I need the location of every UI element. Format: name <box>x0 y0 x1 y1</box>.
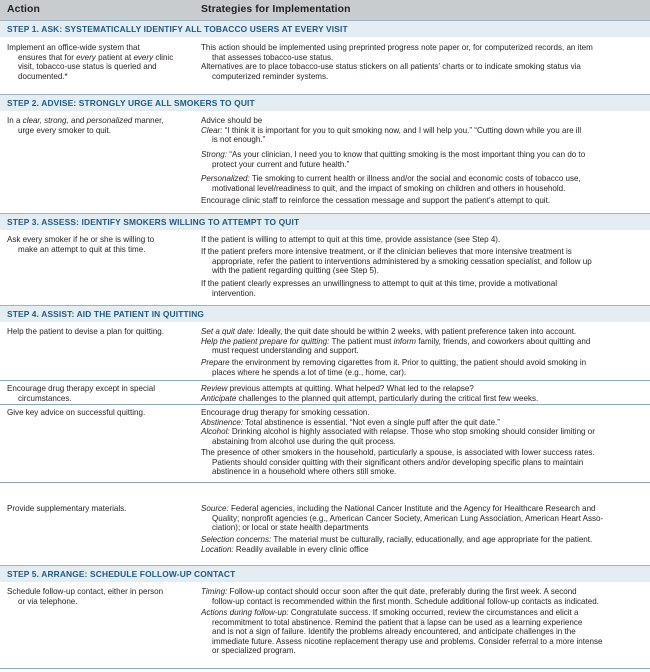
step-5-strategy-line: Timing: Follow-up contact should occur soon after the quit date, preferably during the first week. A second <box>201 587 577 596</box>
step-1-heading: STEP 1. ASK: SYSTEMATICALLY IDENTIFY ALL TOBACCO USERS AT EVERY VISIT <box>0 20 650 37</box>
step-1-strategy-line: computerized reminder systems. <box>212 71 329 81</box>
step-2-action-line: urge every smoker to quit. <box>18 125 112 135</box>
step-1-strategy-line: that assesses tobacco-use status. <box>212 52 334 62</box>
step-4-strategy-line: Abstinence: Total abstinence is essential. “Not even a single puff after the quit date.” <box>201 417 500 427</box>
step-4-strategy-line: places where he spends a lot of time (e.g., home, car). <box>212 367 407 377</box>
step-3-strategy-line: with the patient regarding quitting (see Step 5). <box>212 266 379 275</box>
step-4-strategy-line: Review previous attempts at quitting. What helped? What led to the relapse? <box>201 384 474 393</box>
step-5-strategy-line: and is not a sign of failure. Identify the problems already encountered, and anticipate challenges in the <box>212 627 576 636</box>
step-1-strategy-line: This action should be implemented using preprinted progress note paper or, for computerized records, an item <box>201 43 593 52</box>
step-4-strategy-line: Selection concerns: The material must be culturally, racially, educationally, and age appropriate for the patient. <box>201 535 593 544</box>
step-5-strategy-line: Actions during follow-up: Congratulate success. If smoking occurred, review the circumstances and elicit a <box>201 608 579 617</box>
step-4-strategy-line: must request understanding and support. <box>212 346 359 355</box>
step-4-strategy-line: Alcohol: Drinking alcohol is highly associated with relapse. Those who stop smoking should consider limiting or <box>201 427 595 436</box>
step-2-strategy-line: protect your current and future health.” <box>212 159 350 169</box>
step-3-action-line: make an attempt to quit at this time. <box>18 244 146 254</box>
step-1-strategy-line: Alternatives are to place tobacco-use status stickers on all patients’ charts or to indicate smoking status via <box>201 62 581 71</box>
step-3-strategy-line: If the patient prefers more intensive treatment, or if the clinician believes that more intensive treatment is <box>201 247 572 256</box>
step-4-action-line: Encourage drug therapy except in special <box>7 384 156 393</box>
step-4-strategy-line: Quality; nonprofit agencies (e.g., American Cancer Society, American Lung Association, American Heart Asso- <box>212 513 604 523</box>
step-2-strategy-line: Strong: “As your clinician, I need you to know that quitting smoking is the most important thing you can do to <box>201 150 586 159</box>
step-1-action-line: visit, tobacco-use status is queried and <box>18 62 157 71</box>
step-3-strategy-line: intervention. <box>212 288 256 298</box>
step-2-strategy-line: motivational level/readiness to quit, and the impact of smoking on children and others in household. <box>212 183 566 193</box>
step-3-strategy-line: If the patient is willing to attempt to quit at this time, provide assistance (see Step 4). <box>201 235 501 244</box>
step-1-action-line: ensures that for every patient at every clinic <box>18 52 174 62</box>
step-4-strategy-line: ciation); or local or state health departments <box>212 523 369 532</box>
step-2-heading: STEP 2. ADVISE: STRONGLY URGE ALL SMOKERS TO QUIT <box>0 94 650 111</box>
step-4-strategy-line: Patients should consider quitting with their significant others and/or developing specific plans to maintain <box>212 457 584 467</box>
row-divider <box>0 404 650 405</box>
step-4-strategy-line: Help the patient prepare for quitting: The patient must inform family, friends, and coworkers about quitting and <box>201 336 591 346</box>
strategies-column-header: Strategies for Implementation <box>201 4 351 15</box>
step-4-strategy-line: abstinence in a household where others still smoke. <box>212 467 397 476</box>
step-4-strategy-line: Location: Readily available in every clinic office <box>201 544 369 554</box>
step-5-action-line: or via telephone. <box>18 596 78 606</box>
step-5-action-line: Schedule follow-up contact, either in person <box>7 587 164 596</box>
step-1-action-line: documented.* <box>18 71 68 81</box>
row-divider <box>0 482 650 483</box>
step-2-strategy-line: Encourage clinic staff to reinforce the cessation message and support the patient’s attempt to quit. <box>201 196 551 205</box>
step-4-strategy-line: Anticipate challenges to the planned quit attempt, particularly during the critical first few weeks. <box>201 393 539 403</box>
step-3-strategy-line: appropriate, refer the patient to interventions administered by a smoking cessation specialist, and follow up <box>212 256 592 266</box>
step-4-strategy-line: Prepare the environment by removing cigarettes from it. Prior to quitting, the patient should avoid smoking in <box>201 358 587 367</box>
step-4-strategy-line: Source: Federal agencies, including the National Cancer Institute and the Agency for Healthcare Research and <box>201 504 596 513</box>
step-2-strategy-line: Advice should be <box>201 116 263 125</box>
step-5-strategy-line: follow-up contact is recommended within the first month. Schedule additional follow-up contacts as indicated. <box>212 596 599 606</box>
step-4-action-line: Give key advice on successful quitting. <box>7 408 146 417</box>
step-4-action-line: Provide supplementary materials. <box>7 504 127 513</box>
table-bottom-rule <box>0 668 650 669</box>
step-4-strategy-line: abstaining from alcohol use during the quit process. <box>212 436 396 446</box>
step-5-strategy-line: or specialized program. <box>212 646 296 655</box>
step-4-strategy-line: Encourage drug therapy for smoking cessation. <box>201 408 370 417</box>
step-5-strategy-line: immediate future. Assess nicotine replacement therapy use and problems. Consider referral to a more intense <box>212 636 603 646</box>
step-5-heading: STEP 5. ARRANGE: SCHEDULE FOLLOW-UP CONTACT <box>0 565 650 582</box>
step-3-strategy-line: If the patient clearly expresses an unwillingness to attempt to quit at this time, provide a motivational <box>201 279 558 288</box>
action-column-header: Action <box>7 4 40 15</box>
step-2-strategy-line: is not enough.” <box>212 135 266 144</box>
step-4-action-line: Help the patient to devise a plan for quitting. <box>7 327 165 336</box>
step-2-action-line: In a clear, strong, and personalized manner, <box>7 116 164 125</box>
row-divider <box>0 380 650 381</box>
step-4-heading: STEP 4. ASSIST: AID THE PATIENT IN QUITTING <box>0 305 650 322</box>
step-3-action-line: Ask every smoker if he or she is willing to <box>7 235 155 244</box>
step-5-strategy-line: recommitment to total abstinence. Remind the patient that a lapse can be used as a learning experience <box>212 617 583 627</box>
step-4-strategy-line: The presence of other smokers in the household, particularly a spouse, is associated with lower success rates. <box>201 448 595 457</box>
table-header <box>0 0 650 20</box>
step-2-strategy-line: Clear: “I think it is important for you to quit smoking now, and I will help you.” “Cutting down while you are ill <box>201 125 582 135</box>
step-2-strategy-line: Personalized: Tie smoking to current health or illness and/or the social and economic costs of tobacco use, <box>201 174 581 183</box>
step-4-strategy-line: Set a quit date: Ideally, the quit date should be within 2 weeks, with patient preference taken into account. <box>201 327 577 336</box>
step-4-action-line: circumstances. <box>18 393 72 403</box>
step-3-heading: STEP 3. ASSESS: IDENTIFY SMOKERS WILLING TO ATTEMPT TO QUIT <box>0 213 650 230</box>
step-1-action-line: Implement an office-wide system that <box>7 43 140 52</box>
